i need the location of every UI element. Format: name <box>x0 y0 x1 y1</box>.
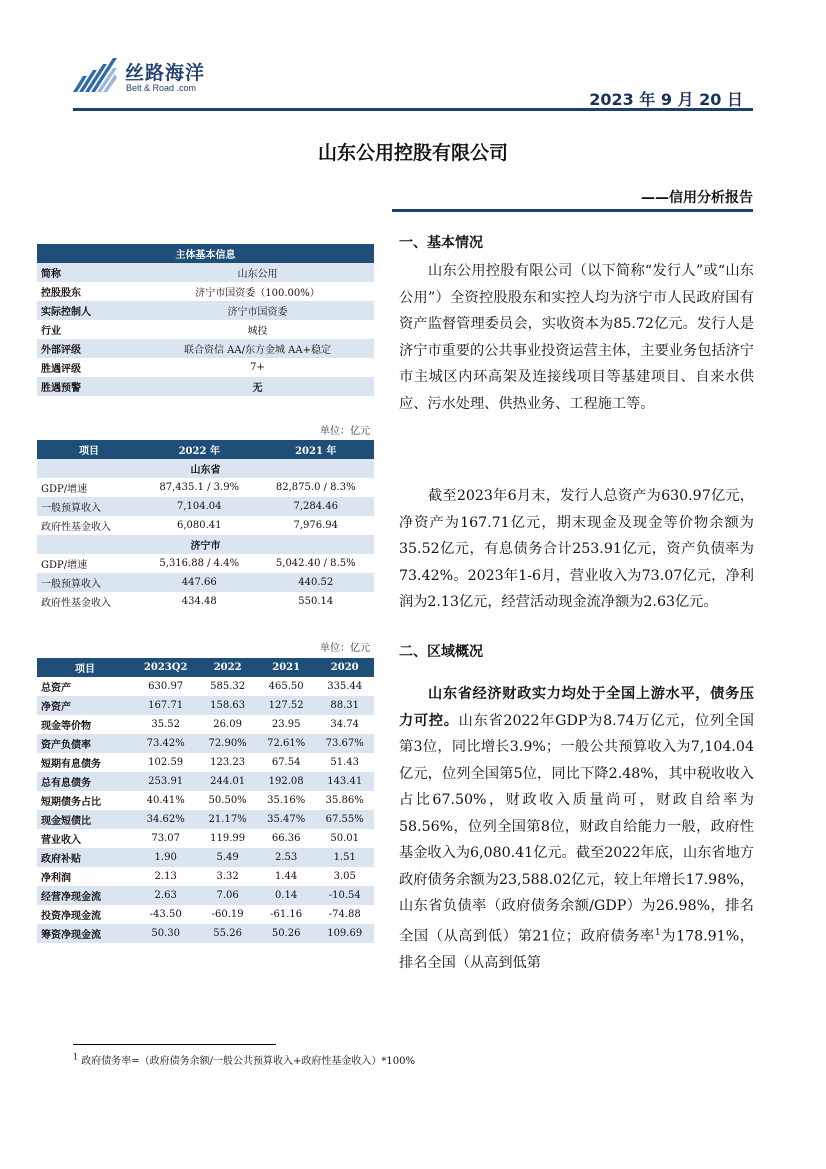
financial-table <box>37 658 374 943</box>
fin-value: 143.41 <box>315 772 374 791</box>
fin-value: 244.01 <box>198 772 257 791</box>
fin-row-label: 现金短债比 <box>37 810 133 829</box>
report-date: 2023 年 9 月 20 日 <box>589 90 743 109</box>
region-value: 550.14 <box>298 596 334 607</box>
region-value: 6,080.41 <box>176 520 222 531</box>
table-row <box>37 339 374 358</box>
fin-value: 67.54 <box>271 757 301 768</box>
region-value: 434.48 <box>181 596 217 607</box>
table-row <box>37 905 374 924</box>
fin-row-label: 资产负债率 <box>37 734 133 753</box>
table-row <box>37 867 374 886</box>
fin-col-header: 2020 <box>315 658 374 677</box>
section-1-paragraph-1: 山东公用控股有限公司（以下简称“发行人”或“山东公用”）全资控股股东和实控人均为济宁市人民政府国有资产监督管理委员会，实收资本为85.72亿元。发行人是济宁市重要的公共事业投资运营主体，主要业务包括济宁市主城区内环高架及连接线项目等基建项目、自来水供应、污水处理、供热业务、工程施工等。 <box>399 263 754 412</box>
table-row <box>37 848 374 867</box>
region-row-label: 政府性基金收入 <box>41 522 111 533</box>
info-label: 控股股东 <box>41 288 81 299</box>
fin-value: 72.61% <box>257 734 316 753</box>
footnote <box>73 1052 415 1067</box>
fin-row-label: 净资产 <box>37 696 133 715</box>
subtitle-rule <box>392 209 753 212</box>
region-value: 7,284.46 <box>258 497 375 516</box>
region-section-row <box>37 459 374 478</box>
fin-value: 7.06 <box>198 886 257 905</box>
fin-value: 127.52 <box>257 696 316 715</box>
fin-value: 102.59 <box>148 757 184 768</box>
fin-value: 192.08 <box>257 772 316 791</box>
fin-value: 465.50 <box>268 681 304 692</box>
fin-value: 88.31 <box>315 696 374 715</box>
fin-value: 5.49 <box>198 848 257 867</box>
fin-row-label: 政府补贴 <box>37 848 133 867</box>
info-value: 山东公用 <box>141 263 374 282</box>
region-value: 5,316.88 / 4.4% <box>159 558 240 569</box>
fin-value: 34.62% <box>133 810 198 829</box>
logo-chinese-text: 丝路海洋 <box>125 62 206 84</box>
fin-col-header: 2021 <box>257 658 316 677</box>
header-rule <box>73 108 753 111</box>
section-2-text-a: 山东省2022年GDP为8.74万亿元，位列全国第3位，同比增长3.9%；一般公共预算收入为7,104.04亿元，位列全国第5位，同比下降2.48%，其中税收收入占比67.50%，财政收入质量尚可，财政自给率为58.56%，位列全国第8位，财政自给能力一般，政府性基金收入为6,080.41亿元。截至2022年底，山东省地方政府债务余额为23,588.02亿元，较上年增长17.98%，山东省负债率（政府债务余额/GDP）为26.98%，排名全国（从高到低）第21位；政府债务率 <box>399 712 754 945</box>
section-2-heading: 二、区域概况 <box>399 644 483 660</box>
fin-value: 123.23 <box>210 757 246 768</box>
info-value: 济宁市国资委 <box>141 301 374 320</box>
fin-value: 21.17% <box>198 810 257 829</box>
fin-value: 585.32 <box>210 681 246 692</box>
basic-info-table <box>37 244 374 396</box>
fin-value: 72.90% <box>198 734 257 753</box>
info-label: 行业 <box>41 326 61 337</box>
fin-value: 1.44 <box>275 871 298 882</box>
fin-value: -61.16 <box>270 909 303 920</box>
brand-logo <box>73 56 233 96</box>
fin-value: 2.53 <box>257 848 316 867</box>
fin-value: 3.05 <box>333 871 356 882</box>
footnote-ref[interactable]: 1 <box>654 927 661 938</box>
info-label: 胜遇评级 <box>41 364 81 375</box>
section-1-heading: 一、基本情况 <box>399 235 483 251</box>
table-row <box>37 516 374 535</box>
footnote-mark: 1 <box>73 1052 79 1062</box>
table-row <box>37 554 374 573</box>
region-table <box>37 440 374 611</box>
fin-row-label: 现金等价物 <box>41 721 91 732</box>
table-row <box>37 753 374 772</box>
table-row <box>37 478 374 497</box>
fin-value: 35.47% <box>257 810 316 829</box>
logo-english-text: Belt & Road .com <box>126 83 197 93</box>
fin-value: -74.88 <box>328 909 361 920</box>
region-section-name: 山东省 <box>37 459 374 478</box>
table-row <box>37 791 374 810</box>
fin-row-label: 总资产 <box>41 683 71 694</box>
info-value: 济宁市国资委（100.00%） <box>195 288 320 299</box>
region-section-row <box>37 535 374 554</box>
info-label: 胜遇预警 <box>37 377 141 396</box>
region-col-2022: 2022 年 <box>141 440 258 459</box>
fin-value: 1.90 <box>133 848 198 867</box>
table-row <box>37 573 374 592</box>
table-row <box>37 772 374 791</box>
fin-row-label: 短期有息债务 <box>41 759 101 770</box>
fin-value: 158.63 <box>198 696 257 715</box>
fin-value: 35.52 <box>151 719 180 730</box>
fin-row-label: 筹资净现金流 <box>37 924 133 943</box>
fin-row-label: 净利润 <box>41 873 71 884</box>
fin-value: 167.71 <box>133 696 198 715</box>
region-row-label: 一般预算收入 <box>37 497 141 516</box>
section-1-paragraph-2: 截至2023年6月末，发行人总资产为630.97亿元，净资产为167.71亿元，期末现金及现金等价物余额为35.52亿元，有息债务合计253.91亿元，资产负债率为73.42%。2023年1-6月，营业收入为73.07亿元，净利润为2.13亿元，经营活动现金流净额为2.63亿元。 <box>399 488 754 610</box>
region-row-label: GDP/增速 <box>41 560 88 571</box>
fin-value: 253.91 <box>133 772 198 791</box>
region-value: 7,976.94 <box>293 520 339 531</box>
fin-value: 335.44 <box>327 681 363 692</box>
table-row <box>37 924 374 943</box>
fin-value: 35.86% <box>325 795 364 806</box>
fin-value: 630.97 <box>148 681 184 692</box>
info-value: 城投 <box>247 326 268 337</box>
region-value: 87,435.1 / 3.9% <box>159 482 240 493</box>
fin-value: 23.95 <box>271 719 301 730</box>
fin-row-label: 总有息债务 <box>37 772 133 791</box>
fin-value: 73.67% <box>315 734 374 753</box>
table-row <box>37 301 374 320</box>
table-row <box>37 734 374 753</box>
table-row <box>37 263 374 282</box>
fin-value: 109.69 <box>315 924 374 943</box>
fin-value: 51.43 <box>330 757 360 768</box>
region-row-label: GDP/增速 <box>41 484 88 495</box>
fin-value: 119.99 <box>210 833 246 844</box>
region-value: 5,042.40 / 8.5% <box>275 558 356 569</box>
footnote-rule <box>73 1044 276 1045</box>
region-value: 82,875.0 / 8.3% <box>275 482 356 493</box>
region-value: 7,104.04 <box>141 497 258 516</box>
region-col-item: 项目 <box>37 440 141 459</box>
fin-value: 50.26 <box>257 924 316 943</box>
document-subtitle: ——信用分析报告 <box>641 190 753 206</box>
fin-value: 40.41% <box>146 795 185 806</box>
table-row <box>37 696 374 715</box>
table-row <box>37 358 374 377</box>
logo-stripes-icon <box>73 56 117 92</box>
table-row <box>37 715 374 734</box>
info-label: 外部评级 <box>37 339 141 358</box>
table-row <box>37 497 374 516</box>
fin-value: 0.14 <box>257 886 316 905</box>
footnote-text: 政府债务率=（政府债务余额/一般公共预算收入+政府性基金收入）*100% <box>81 1056 415 1067</box>
fin-col-header: 2023Q2 <box>133 658 198 677</box>
section-2-paragraph-1 <box>399 681 754 976</box>
region-row-label: 政府性基金收入 <box>41 598 111 609</box>
info-label: 实际控制人 <box>37 301 141 320</box>
region-row-label: 一般预算收入 <box>37 573 141 592</box>
fin-value: 73.42% <box>133 734 198 753</box>
fin-value: -43.50 <box>149 909 182 920</box>
table-row <box>37 320 374 339</box>
unit-note-1: 单位：亿元 <box>320 426 370 437</box>
fin-value: -60.19 <box>211 909 244 920</box>
table-row <box>37 677 374 696</box>
basic-info-header: 主体基本信息 <box>37 244 374 263</box>
region-section-name: 济宁市 <box>37 535 374 554</box>
fin-value: 66.36 <box>271 833 301 844</box>
fin-col-header: 项目 <box>37 658 133 677</box>
fin-value: -10.54 <box>315 886 374 905</box>
fin-value: 26.09 <box>213 719 242 730</box>
fin-value: 50.30 <box>133 924 198 943</box>
fin-value: 73.07 <box>151 833 180 844</box>
info-value: 无 <box>141 377 374 396</box>
table-row <box>37 282 374 301</box>
table-row <box>37 377 374 396</box>
region-value: 440.52 <box>258 573 375 592</box>
fin-value: 2.13 <box>154 871 177 882</box>
fin-value: 35.16% <box>267 795 306 806</box>
fin-row-label: 投资净现金流 <box>41 911 101 922</box>
fin-value: 55.26 <box>198 924 257 943</box>
table-row <box>37 829 374 848</box>
fin-value: 50.01 <box>330 833 360 844</box>
unit-note-2: 单位：亿元 <box>320 643 370 654</box>
fin-row-label: 营业收入 <box>41 835 81 846</box>
region-col-2021: 2021 年 <box>258 440 375 459</box>
fin-value: 50.50% <box>208 795 247 806</box>
fin-value: 1.51 <box>315 848 374 867</box>
info-value: 联合资信 AA/东方金城 AA+稳定 <box>141 339 374 358</box>
fin-row-label: 短期债务占比 <box>41 797 101 808</box>
table-row <box>37 592 374 611</box>
table-row <box>37 810 374 829</box>
region-value: 447.66 <box>141 573 258 592</box>
fin-value: 3.32 <box>216 871 239 882</box>
fin-value: 2.63 <box>133 886 198 905</box>
section-2-lead: 山东省经济财政实力均处于全国上游水平，债务压力可控。 <box>399 686 754 729</box>
table-row <box>37 886 374 905</box>
info-value: 7+ <box>250 362 265 373</box>
section-2-text-b: 为178.91%，排名全国（从高到低第 <box>399 928 754 971</box>
fin-row-label: 经营净现金流 <box>37 886 133 905</box>
document-title: 山东公用控股有限公司 <box>317 142 508 164</box>
fin-value: 67.55% <box>315 810 374 829</box>
info-label: 简称 <box>37 263 141 282</box>
fin-value: 34.74 <box>330 719 360 730</box>
fin-col-header: 2022 <box>198 658 257 677</box>
